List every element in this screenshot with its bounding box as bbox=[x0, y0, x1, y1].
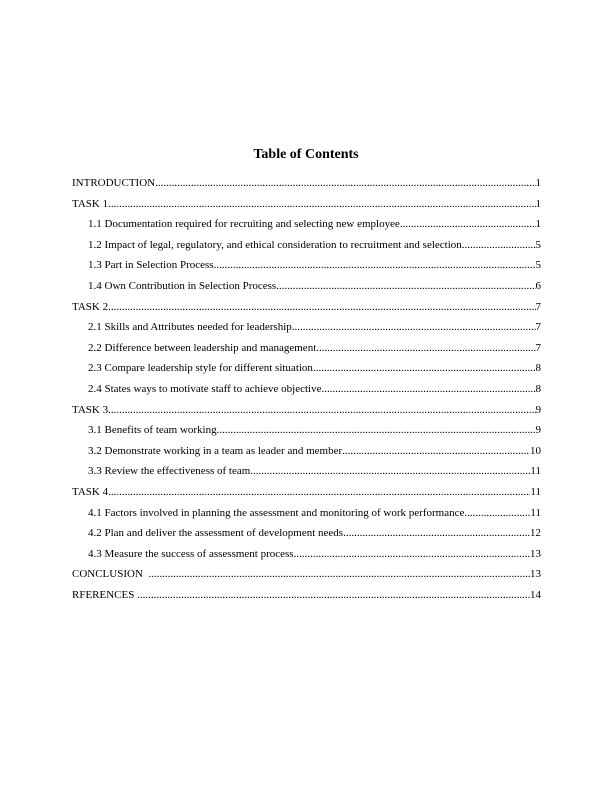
toc-dot-leader bbox=[137, 587, 530, 603]
toc-entry-4-3[interactable] bbox=[72, 546, 541, 567]
toc-entry-label: 2.3 Compare leadership style for different situation bbox=[88, 362, 313, 375]
toc-dot-leader bbox=[292, 319, 536, 335]
toc-dot-leader bbox=[250, 463, 530, 479]
toc-entry-label: 4.1 Factors involved in planning the assessment and monitoring of work performance bbox=[88, 506, 465, 519]
toc-entry-page: 5 bbox=[535, 238, 541, 251]
toc-entry-label: TASK 3 bbox=[72, 403, 109, 416]
toc-dot-leader bbox=[108, 299, 535, 315]
toc-entry-page: 11 bbox=[530, 506, 541, 519]
toc-dot-leader bbox=[294, 546, 530, 562]
toc-entry-4-2[interactable] bbox=[72, 525, 541, 546]
toc-entry-3-3[interactable] bbox=[72, 463, 541, 484]
toc-entry-page: 8 bbox=[535, 382, 541, 395]
toc-entry-label: TASK 1 bbox=[72, 197, 109, 210]
toc-entry-conclusion[interactable] bbox=[72, 566, 541, 587]
toc-entry-1-2[interactable] bbox=[72, 237, 541, 258]
toc-dot-leader bbox=[214, 257, 536, 273]
toc-entry-page: 7 bbox=[535, 321, 541, 334]
toc-entry-page: 1 bbox=[535, 218, 541, 231]
toc-dot-leader bbox=[343, 525, 530, 541]
toc-entry-label: CONCLUSION bbox=[72, 568, 149, 581]
toc-dot-leader bbox=[342, 443, 530, 459]
toc-entry-label: 1.3 Part in Selection Process bbox=[88, 259, 214, 272]
toc-entry-1-3[interactable] bbox=[72, 257, 541, 278]
toc-entry-3-2[interactable] bbox=[72, 443, 541, 464]
toc-dot-leader bbox=[464, 505, 530, 521]
toc-entry-label: 3.3 Review the effectiveness of team bbox=[88, 465, 251, 478]
toc-dot-leader bbox=[108, 196, 535, 212]
toc-entry-page: 13 bbox=[530, 547, 541, 560]
toc-entry-label: 4.2 Plan and deliver the assessment of development needs bbox=[88, 527, 344, 540]
toc-entry-2-2[interactable] bbox=[72, 340, 541, 361]
toc-dot-leader bbox=[313, 360, 536, 376]
toc-dot-leader bbox=[321, 381, 535, 397]
toc-dot-leader bbox=[462, 237, 536, 253]
toc-entry-page: 11 bbox=[530, 485, 541, 498]
toc-entry-page: 8 bbox=[535, 362, 541, 375]
toc-entry-page: 6 bbox=[535, 279, 541, 292]
toc-dot-leader bbox=[148, 566, 530, 582]
toc-entry-label: 2.2 Difference between leadership and management bbox=[88, 341, 317, 354]
toc-entry-task-4[interactable] bbox=[72, 484, 541, 505]
toc-dot-leader bbox=[276, 278, 535, 294]
toc-dot-leader bbox=[108, 484, 530, 500]
toc-entry-page: 1 bbox=[535, 197, 541, 210]
toc-entry-2-1[interactable] bbox=[72, 319, 541, 340]
toc-entry-2-3[interactable] bbox=[72, 360, 541, 381]
table-of-contents bbox=[72, 175, 541, 607]
toc-entry-label: TASK 2 bbox=[72, 300, 109, 313]
toc-entry-1-4[interactable] bbox=[72, 278, 541, 299]
toc-entry-label: 2.4 States ways to motivate staff to achieve objective bbox=[88, 382, 322, 395]
toc-entry-4-1[interactable] bbox=[72, 505, 541, 526]
toc-entry-3-1[interactable] bbox=[72, 422, 541, 443]
toc-dot-leader bbox=[316, 340, 535, 356]
toc-entry-page: 14 bbox=[530, 588, 541, 601]
toc-entry-1-1[interactable] bbox=[72, 216, 541, 237]
toc-entry-label: TASK 4 bbox=[72, 485, 109, 498]
toc-entry-label: 4.3 Measure the success of assessment process bbox=[88, 547, 294, 560]
toc-entry-page: 1 bbox=[535, 177, 541, 189]
toc-entry-2-4[interactable] bbox=[72, 381, 541, 402]
toc-entry-label: INTRODUCTION bbox=[72, 177, 156, 189]
toc-entry-label: 3.2 Demonstrate working in a team as leader and member bbox=[88, 444, 343, 457]
toc-entry-page: 11 bbox=[530, 465, 541, 478]
toc-entry-task-2[interactable] bbox=[72, 299, 541, 320]
toc-entry-page: 9 bbox=[535, 424, 541, 437]
toc-entry-label: 1.2 Impact of legal, regulatory, and ethical consideration to recruitment and selection bbox=[88, 238, 462, 251]
toc-entry-label: 1.1 Documentation required for recruiting and selecting new employee bbox=[88, 218, 400, 231]
toc-entry-task-1[interactable] bbox=[72, 196, 541, 217]
toc-entry-label: 1.4 Own Contribution in Selection Process bbox=[88, 279, 277, 292]
toc-dot-leader bbox=[108, 402, 535, 418]
toc-entry-page: 13 bbox=[530, 568, 541, 581]
toc-entry-page: 10 bbox=[530, 444, 541, 457]
toc-entry-label: 3.1 Benefits of team working bbox=[88, 424, 217, 437]
toc-entry-task-3[interactable] bbox=[72, 402, 541, 423]
toc-entry-page: 9 bbox=[535, 403, 541, 416]
toc-dot-leader bbox=[217, 422, 536, 438]
toc-entry-page: 5 bbox=[535, 259, 541, 272]
toc-title: Table of Contents bbox=[253, 147, 359, 162]
toc-entry-references[interactable] bbox=[72, 587, 541, 608]
toc-dot-leader bbox=[155, 175, 535, 191]
toc-dot-leader bbox=[400, 216, 536, 232]
toc-entry-page: 7 bbox=[535, 341, 541, 354]
toc-entry-page: 7 bbox=[535, 300, 541, 313]
toc-entry-label: RFERENCES bbox=[72, 588, 138, 601]
toc-entry-page: 12 bbox=[530, 527, 541, 540]
toc-entry-introduction[interactable] bbox=[72, 175, 541, 196]
toc-entry-label: 2.1 Skills and Attributes needed for leadership bbox=[88, 321, 292, 334]
